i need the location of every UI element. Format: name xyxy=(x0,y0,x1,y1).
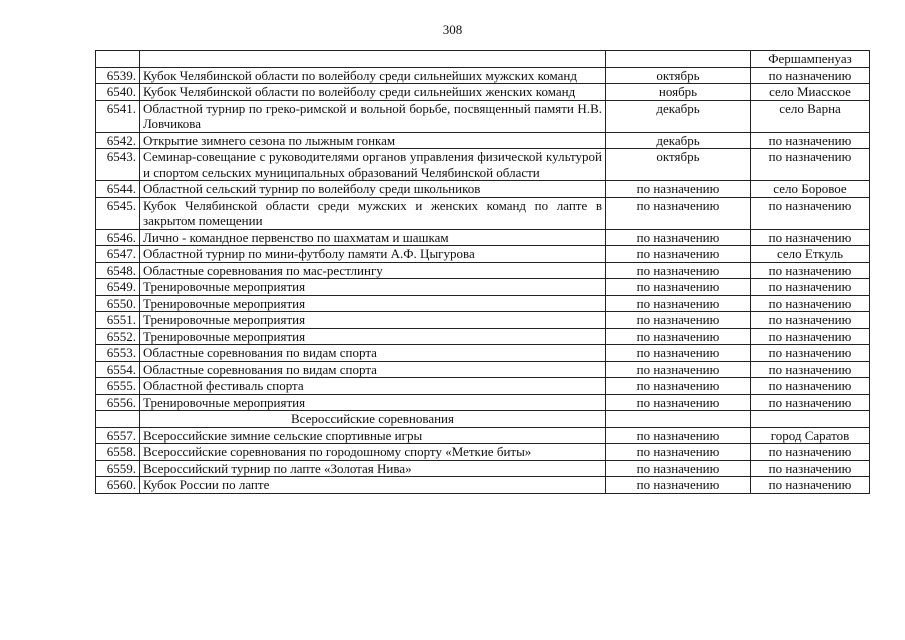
table-row xyxy=(96,279,870,296)
event-venue: по назначению xyxy=(751,229,870,246)
event-date: по назначению xyxy=(606,229,751,246)
event-name: Областные соревнования по мас-рестлингу xyxy=(140,262,606,279)
table-row xyxy=(96,100,870,132)
table-row xyxy=(96,181,870,198)
section-header-row xyxy=(96,411,870,428)
top-row-name xyxy=(140,51,606,68)
event-date: по назначению xyxy=(606,477,751,494)
table-row xyxy=(96,477,870,494)
row-number: 6544. xyxy=(96,181,140,198)
table-row xyxy=(96,295,870,312)
event-venue: село Еткуль xyxy=(751,246,870,263)
row-number: 6549. xyxy=(96,279,140,296)
event-venue: по назначению xyxy=(751,345,870,362)
row-number: 6554. xyxy=(96,361,140,378)
event-name: Тренировочные мероприятия xyxy=(140,394,606,411)
top-row-venue: Фершампенуаз xyxy=(751,51,870,68)
row-number: 6546. xyxy=(96,229,140,246)
event-venue: по назначению xyxy=(751,444,870,461)
event-name: Тренировочные мероприятия xyxy=(140,279,606,296)
event-name: Всероссийские соревнования по городошному спорту «Меткие биты» xyxy=(140,444,606,461)
event-date: по назначению xyxy=(606,444,751,461)
table-row xyxy=(96,427,870,444)
event-date: декабрь xyxy=(606,132,751,149)
row-number: 6555. xyxy=(96,378,140,395)
table-row xyxy=(96,132,870,149)
event-date: по назначению xyxy=(606,279,751,296)
row-number: 6539. xyxy=(96,67,140,84)
event-name: Открытие зимнего сезона по лыжным гонкам xyxy=(140,132,606,149)
event-date: по назначению xyxy=(606,246,751,263)
table-top-row xyxy=(96,51,870,68)
event-venue: по назначению xyxy=(751,149,870,181)
event-name: Областные соревнования по видам спорта xyxy=(140,361,606,378)
table-row xyxy=(96,246,870,263)
event-date: по назначению xyxy=(606,295,751,312)
event-venue: по назначению xyxy=(751,477,870,494)
event-date: по назначению xyxy=(606,460,751,477)
table-row xyxy=(96,229,870,246)
event-venue: по назначению xyxy=(751,279,870,296)
row-number: 6545. xyxy=(96,197,140,229)
table-row xyxy=(96,345,870,362)
event-date: ноябрь xyxy=(606,84,751,101)
event-date: по назначению xyxy=(606,262,751,279)
event-venue: по назначению xyxy=(751,378,870,395)
page-number: 308 xyxy=(442,22,463,37)
event-venue: город Саратов xyxy=(751,427,870,444)
event-name: Кубок Челябинской области по волейболу среди сильнейших мужских команд xyxy=(140,67,606,84)
event-name: Областной турнир по мини-футболу памяти А.Ф. Цыгурова xyxy=(140,246,606,263)
section-body xyxy=(96,411,870,494)
event-venue: село Миасское xyxy=(751,84,870,101)
event-name: Областной фестиваль спорта xyxy=(140,378,606,395)
table-row xyxy=(96,149,870,181)
section-venue-cell xyxy=(751,411,870,428)
row-number: 6548. xyxy=(96,262,140,279)
section-title: Всероссийские соревнования xyxy=(140,411,606,428)
event-name: Областные соревнования по видам спорта xyxy=(140,345,606,362)
event-name: Всероссийские зимние сельские спортивные игры xyxy=(140,427,606,444)
table-row xyxy=(96,328,870,345)
event-date: по назначению xyxy=(606,394,751,411)
event-venue: по назначению xyxy=(751,460,870,477)
top-row-date xyxy=(606,51,751,68)
table-row xyxy=(96,460,870,477)
row-number: 6560. xyxy=(96,477,140,494)
event-name: Кубок Челябинской области по волейболу среди сильнейших женских команд xyxy=(140,84,606,101)
events-table xyxy=(95,50,870,494)
table-row xyxy=(96,312,870,329)
event-name: Тренировочные мероприятия xyxy=(140,295,606,312)
event-date: декабрь xyxy=(606,100,751,132)
event-date: октябрь xyxy=(606,67,751,84)
row-number: 6556. xyxy=(96,394,140,411)
row-number: 6553. xyxy=(96,345,140,362)
event-venue: село Варна xyxy=(751,100,870,132)
event-date: по назначению xyxy=(606,427,751,444)
event-venue: по назначению xyxy=(751,262,870,279)
event-venue: по назначению xyxy=(751,197,870,229)
table-row xyxy=(96,262,870,279)
row-number: 6552. xyxy=(96,328,140,345)
event-venue: по назначению xyxy=(751,394,870,411)
event-name: Всероссийский турнир по лапте «Золотая Нива» xyxy=(140,460,606,477)
table-row xyxy=(96,84,870,101)
event-venue: по назначению xyxy=(751,295,870,312)
row-number: 6558. xyxy=(96,444,140,461)
row-number: 6550. xyxy=(96,295,140,312)
row-number: 6557. xyxy=(96,427,140,444)
event-name: Семинар-совещание с руководителями органов управления физической культурой и спортом сельских муниципальных образований Челябинской области xyxy=(140,149,606,181)
event-name: Тренировочные мероприятия xyxy=(140,312,606,329)
event-date: по назначению xyxy=(606,361,751,378)
event-date: по назначению xyxy=(606,328,751,345)
row-number: 6540. xyxy=(96,84,140,101)
section-date-cell xyxy=(606,411,751,428)
section-number-cell xyxy=(96,411,140,428)
event-date: по назначению xyxy=(606,312,751,329)
row-number: 6547. xyxy=(96,246,140,263)
row-number: 6551. xyxy=(96,312,140,329)
event-date: по назначению xyxy=(606,345,751,362)
row-number: 6541. xyxy=(96,100,140,132)
event-venue: село Боровое xyxy=(751,181,870,198)
event-venue: по назначению xyxy=(751,312,870,329)
event-name: Кубок Челябинской области среди мужских и женских команд по лапте в закрытом помещении xyxy=(140,197,606,229)
row-number: 6543. xyxy=(96,149,140,181)
table-row xyxy=(96,361,870,378)
row-number: 6542. xyxy=(96,132,140,149)
event-date: по назначению xyxy=(606,378,751,395)
table-row xyxy=(96,67,870,84)
event-name: Тренировочные мероприятия xyxy=(140,328,606,345)
table-row xyxy=(96,444,870,461)
event-name: Областной сельский турнир по волейболу среди школьников xyxy=(140,181,606,198)
event-venue: по назначению xyxy=(751,361,870,378)
table-row xyxy=(96,197,870,229)
table-row xyxy=(96,378,870,395)
top-row-number xyxy=(96,51,140,68)
event-date: октябрь xyxy=(606,149,751,181)
table-row xyxy=(96,394,870,411)
events-table-body xyxy=(96,51,870,411)
event-name: Лично - командное первенство по шахматам и шашкам xyxy=(140,229,606,246)
row-number: 6559. xyxy=(96,460,140,477)
event-venue: по назначению xyxy=(751,328,870,345)
event-date: по назначению xyxy=(606,197,751,229)
event-date: по назначению xyxy=(606,181,751,198)
event-venue: по назначению xyxy=(751,67,870,84)
event-name: Кубок России по лапте xyxy=(140,477,606,494)
event-venue: по назначению xyxy=(751,132,870,149)
event-name: Областной турнир по греко-римской и вольной борьбе, посвященный памяти Н.В. Ловчикова xyxy=(140,100,606,132)
